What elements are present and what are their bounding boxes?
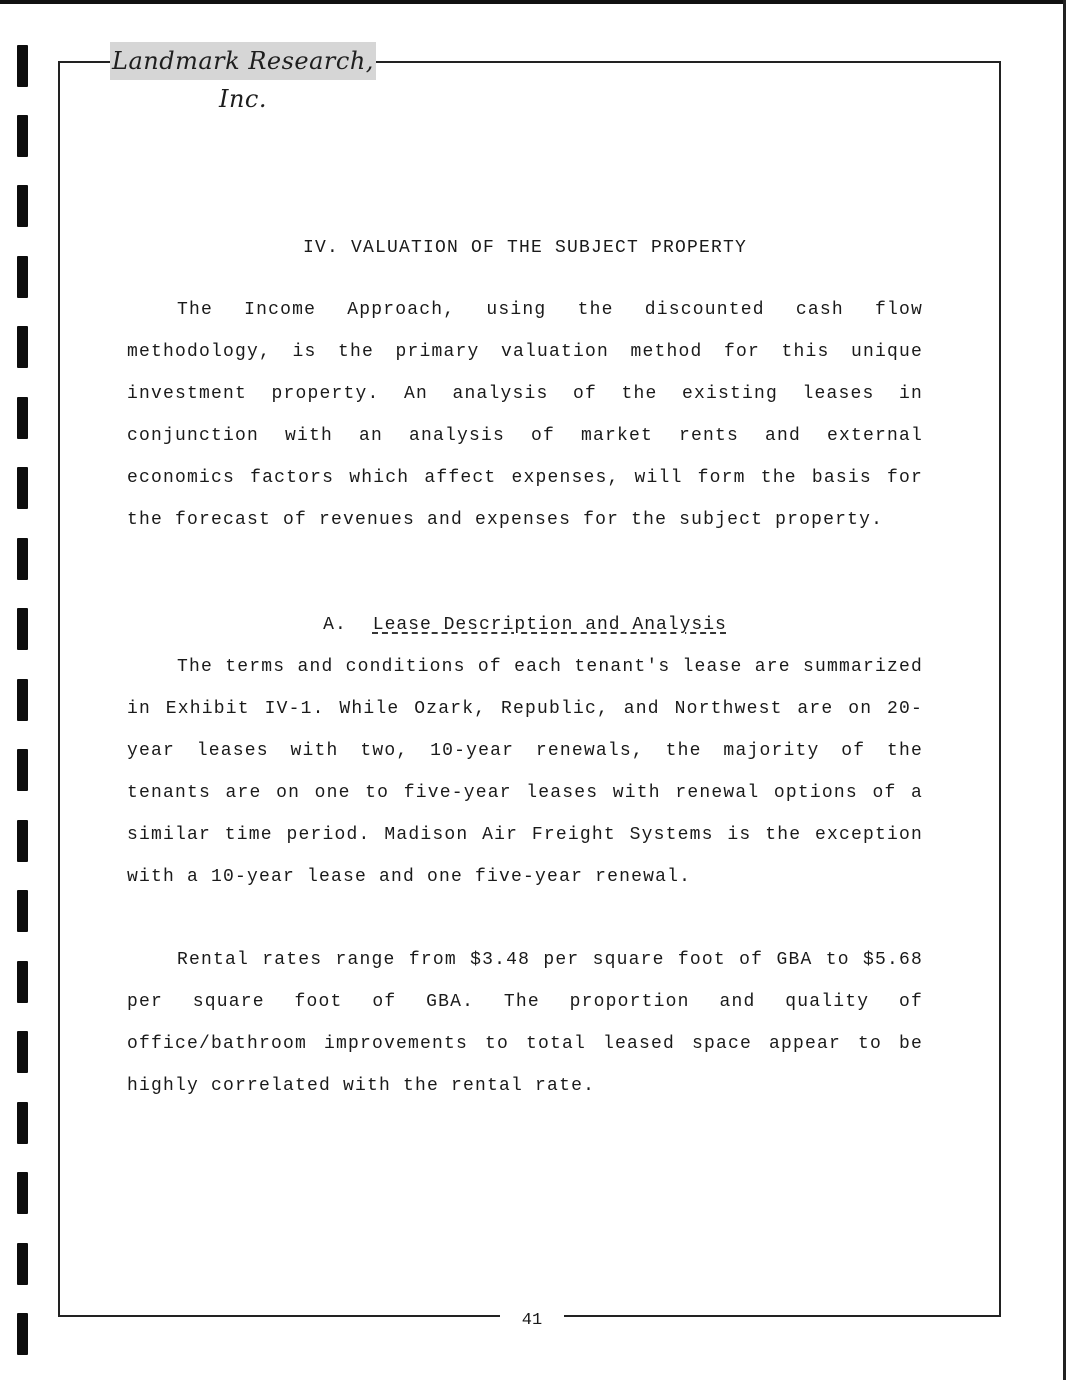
binding-punch	[17, 961, 28, 1003]
logo-text: Landmark Research, Inc.	[112, 47, 374, 113]
subsection-heading	[127, 611, 923, 639]
binding-punch	[17, 1313, 28, 1355]
lease-terms-paragraph: The terms and conditions of each tenant's lease are summarized in Exhibit IV-1. While Ozark, Republic, and Northwest are on 20-year leases with two, 10-year renewals, the majority of the tenants are on one to five-year leases with renewal options of a similar time period. Madison Air Freight Systems is the exception with a 10-year lease and one five-year renewal.	[127, 657, 923, 887]
subsection-title: Lease Description and Analysis	[372, 615, 727, 635]
binding-punch	[17, 256, 28, 298]
binding-punch	[17, 538, 28, 580]
binding-punch	[17, 749, 28, 791]
binding-punch	[17, 115, 28, 157]
binding-punch	[17, 1102, 28, 1144]
binding-punch	[17, 185, 28, 227]
binding-punch	[17, 326, 28, 368]
binding-punch	[17, 820, 28, 862]
binding-punch	[17, 679, 28, 721]
binding-punch	[17, 1172, 28, 1214]
page-number: 41	[500, 1307, 564, 1335]
section-heading: IV. VALUATION OF THE SUBJECT PROPERTY	[302, 238, 748, 258]
binding-punch	[17, 1243, 28, 1285]
binding-punch	[17, 45, 28, 87]
page-top-edge	[0, 0, 1066, 4]
company-logo	[110, 42, 376, 113]
intro-paragraph: The Income Approach, using the discounted cash flow methodology, is the primary valuation method for this unique investment property. An analysis of the existing leases in conjunction with an analysis of market rents and external economics factors which affect expenses, will form the basis for the forecast of revenues and expenses for the subject property.	[127, 300, 923, 530]
subsection-label: A.	[323, 615, 347, 635]
binding-punch	[17, 1031, 28, 1073]
binding-punch	[17, 608, 28, 650]
binding-punch	[17, 467, 28, 509]
rental-rates-paragraph: Rental rates range from $3.48 per square foot of GBA to $5.68 per square foot of GBA. The proportion and quality of office/bathroom improvements to total leased space appear to be highly correlated with the rental rate.	[127, 950, 923, 1096]
binding-punch	[17, 890, 28, 932]
binding-punch	[17, 397, 28, 439]
